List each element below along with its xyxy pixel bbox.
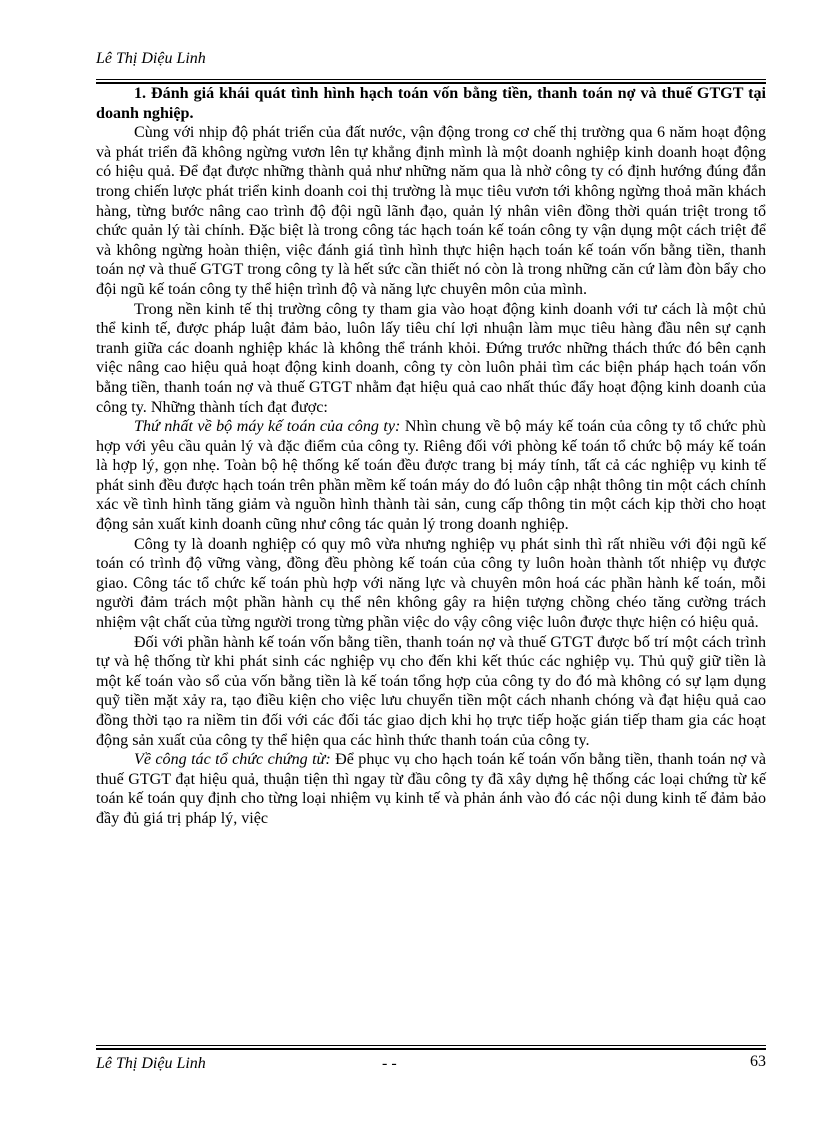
section-heading: 1. Đánh giá khái quát tình hình hạch toán vốn bằng tiền, thanh toán nợ và thuế GTGT tại doanh nghiệp.	[96, 85, 766, 122]
paragraph-1: Cùng với nhịp độ phát triển của đất nước, vận động trong cơ chế thị trường qua 6 năm hoạt động và phát triển đã không ngừng vươn lên tự khẳng định mình là một doanh nghiệp kinh doanh hoạt động có hiệu quả. Để đạt được những thành quả như những năm qua là nhờ công ty có định hướng đúng đắn trong chiến lược phát triển kinh doanh coi thị trường là mục tiêu vươn tới không ngừng thoả mãn khách hàng, từng bước nâng cao trình độ đội ngũ lãnh đạo, quản lý nhân viên đồng thời quán triệt trong tổ chức quản lý tài chính. Đặc biệt là trong công tác hạch toán kế toán công ty vận dụng một cách triệt để và không ngừng hoàn thiện, việc đánh giá tình hình thực hiện hạch toán kế toán vốn bằng tiền, thanh toán nợ và thuế GTGT trong công ty là hết sức cần thiết nó còn là trong những căn cứ làm đòn bẩy cho đội ngũ kế toán công ty thể hiện trình độ và năng lực chuyên môn của mình.	[96, 124, 766, 298]
document-body	[96, 84, 766, 829]
header-author: Lê Thị Diệu Linh	[96, 50, 206, 67]
paragraph-3-lead: Thứ nhất về bộ máy kế toán của công ty:	[134, 418, 401, 436]
paragraph-3-body: Nhìn chung về bộ máy kế toán của công ty tổ chức phù hợp với yêu cầu quản lý và đặc điểm của công ty. Riêng đối với phòng kế toán tổ chức bộ máy kế toán là hợp lý, gọn nhẹ. Toàn bộ hệ thống kế toán đều được trang bị máy tính, tất cả các nghiệp vụ kinh tế phát sinh đều được hạch toán trên phần mềm kế toán máy do đó luôn cập nhật thông tin một cách chính xác về tình hình tăng giảm và nguồn hình thành tài sản, cung cấp thông tin một cách kịp thời cho hoạt động sản xuất kinh doanh cũng như công tác quản lý trong doanh nghiệp.	[96, 418, 766, 534]
footer-author: Lê Thị Diệu Linh	[96, 1055, 206, 1072]
paragraph-5: Đối với phần hành kế toán vốn bằng tiền, thanh toán nợ và thuế GTGT được bố trí một cách trình tự và hệ thống từ khi phát sinh các nghiệp vụ cho đến khi kết thúc các nghiệp vụ. Thủ quỹ giữ tiền là một kế toán vào sổ của vốn bằng tiền là kế toán tổng hợp của công ty do đó mà không có sự lạm dụng quỹ tiền mặt xảy ra, tạo điều kiện cho việc lưu chuyển tiền một cách nhanh chóng và đạt hiệu quả cao đồng thời tạo ra niềm tin đối với các đối tác giao dịch khi họ trực tiếp hoặc gián tiếp tham gia các hoạt động sản xuất của công ty thể hiện qua các hình thức thanh toán của công ty.	[96, 633, 766, 749]
paragraph-6	[96, 750, 766, 828]
paragraph-2: Trong nền kinh tế thị trường công ty tham gia vào hoạt động kinh doanh với tư cách là một chủ thể kinh tế, được pháp luật đảm bảo, luôn lấy tiêu chí lợi nhuận làm mục tiêu hàng đầu nên sự cạnh tranh giữa các doanh nghiệp khác là không thể tránh khỏi. Đứng trước những thách thức đó bên cạnh việc nâng cao hiệu quả hoạt động kinh doanh, công ty còn luôn phải tìm các biện pháp hạch toán vốn bằng tiền, thanh toán nợ và thuế GTGT nhằm đạt hiệu quả cao nhất thúc đẩy hoạt động kinh doanh của công ty. Những thành tích đạt được:	[96, 300, 766, 416]
footer-rule-thick	[96, 1048, 766, 1050]
header-rule-thin	[96, 79, 766, 80]
paragraph-6-body: Để phục vụ cho hạch toán kế toán vốn bằng tiền, thanh toán nợ và thuế GTGT đạt hiệu quả, thuận tiện thì ngay từ đầu công ty đã xây dựng hệ thống các loại chứng từ kế toán kế toán quy định cho từng loại nhiệm vụ kinh tế và phản ánh vào đó các nội dung kinh tế đảm bảo đầy đủ giá trị pháp lý, việc	[96, 751, 767, 827]
paragraph-6-lead: Về công tác tổ chức chứng từ:	[134, 751, 331, 769]
page-number: 63	[750, 1053, 766, 1070]
footer-separator: - -	[382, 1055, 397, 1072]
footer-rule-thin	[96, 1045, 766, 1046]
paragraph-3	[96, 417, 766, 535]
paragraph-4: Công ty là doanh nghiệp có quy mô vừa nhưng nghiệp vụ phát sinh thì rất nhiều với đội ngũ kế toán có trình độ vững vàng, đồng đều phòng kế toán của công ty luôn hoàn thành tốt nhiệp vụ được giao. Công tác tổ chức kế toán phù hợp với năng lực và chuyên môn hoá các phần hành kế toán, mỗi người đảm trách một phần hành cụ thể nên không gây ra hiện tượng chồng chéo tăng cường trách nhiệm vật chất của từng người trong từng phần việc do vậy công việc luôn được thực hiện có hiệu quả.	[96, 535, 766, 632]
